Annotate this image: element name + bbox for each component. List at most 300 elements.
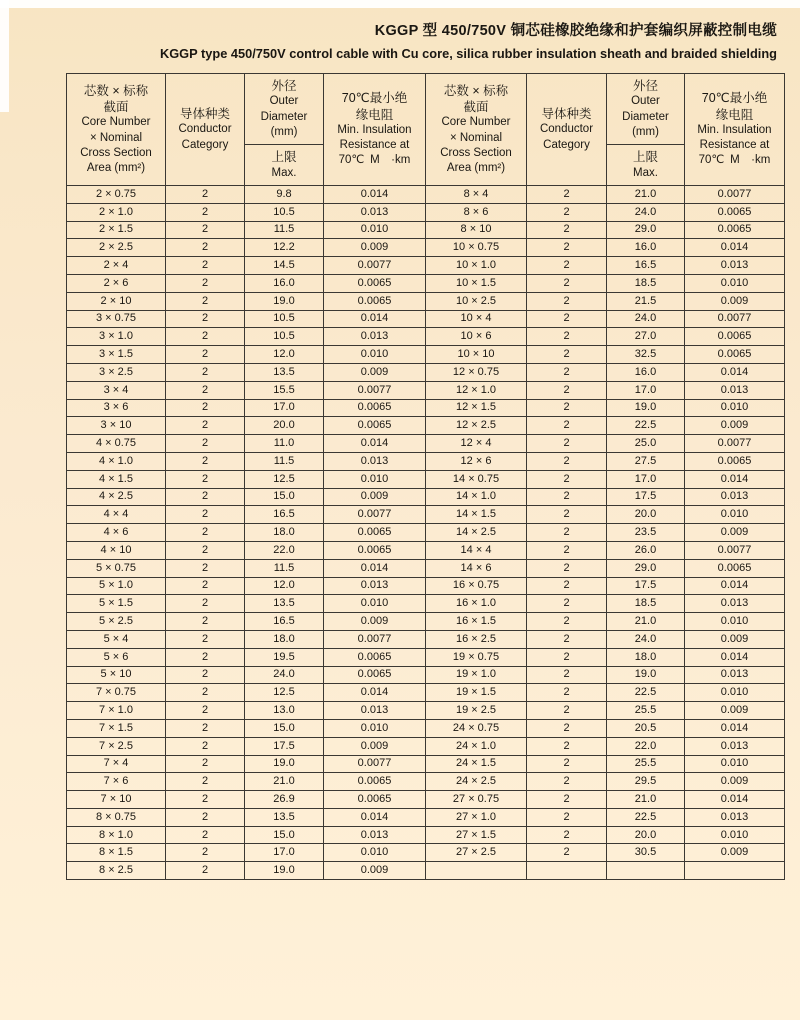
table-cell (607, 862, 685, 880)
table-cell: 0.009 (685, 844, 785, 862)
table-row (67, 737, 785, 755)
table-cell: 17.5 (245, 737, 324, 755)
table-cell: 16.5 (245, 506, 324, 524)
table-cell: 0.014 (685, 791, 785, 809)
table-cell: 2 (166, 773, 245, 791)
table-cell: 24 × 1.5 (426, 755, 527, 773)
table-row (67, 844, 785, 862)
table-cell: 21.0 (607, 186, 685, 204)
table-cell: 0.014 (685, 577, 785, 595)
table-cell: 15.0 (245, 719, 324, 737)
table-cell: 2 (166, 399, 245, 417)
table-cell: 0.013 (324, 702, 426, 720)
table-row (67, 648, 785, 666)
table-cell: 12.5 (245, 684, 324, 702)
table-cell: 0.010 (324, 346, 426, 364)
table-row (67, 541, 785, 559)
table-cell: 0.009 (324, 488, 426, 506)
table-cell: 2 (527, 737, 607, 755)
table-cell (685, 862, 785, 880)
table-cell: 4 × 2.5 (67, 488, 166, 506)
table-cell: 0.014 (324, 559, 426, 577)
table-cell: 2 (527, 808, 607, 826)
table-cell: 12.5 (245, 470, 324, 488)
table-cell: 2 (527, 239, 607, 257)
table-row (67, 559, 785, 577)
table-row (67, 435, 785, 453)
table-cell: 0.010 (324, 221, 426, 239)
table-cell: 0.0065 (685, 559, 785, 577)
table-cell: 3 × 10 (67, 417, 166, 435)
table-row (67, 719, 785, 737)
table-cell: 3 × 0.75 (67, 310, 166, 328)
table-cell: 10.5 (245, 310, 324, 328)
table-header (67, 74, 785, 186)
header-max-limit-left: 上限 Max. (245, 145, 324, 186)
table-cell: 14 × 1.5 (426, 506, 527, 524)
table-cell: 24 × 2.5 (426, 773, 527, 791)
table-cell: 11.5 (245, 452, 324, 470)
table-cell: 2 (527, 719, 607, 737)
table-cell: 17.0 (245, 844, 324, 862)
table-cell: 0.014 (685, 363, 785, 381)
table-cell: 7 × 0.75 (67, 684, 166, 702)
table-cell: 25.5 (607, 755, 685, 773)
table-cell: 0.0077 (685, 435, 785, 453)
table-cell: 2 (527, 630, 607, 648)
table-cell: 2 (527, 452, 607, 470)
table-cell: 0.0065 (324, 666, 426, 684)
table-cell: 27 × 1.0 (426, 808, 527, 826)
table-row (67, 257, 785, 275)
table-cell: 2 (527, 310, 607, 328)
table-cell: 2 (527, 257, 607, 275)
table-cell: 2 (166, 363, 245, 381)
table-cell: 19.0 (245, 862, 324, 880)
table-cell: 5 × 4 (67, 630, 166, 648)
table-cell: 0.010 (685, 755, 785, 773)
table-cell: 0.014 (324, 808, 426, 826)
table-row (67, 452, 785, 470)
table-cell: 2 (527, 435, 607, 453)
table-cell: 0.0077 (685, 541, 785, 559)
table-cell: 2 (527, 363, 607, 381)
table-cell: 0.010 (324, 719, 426, 737)
table-cell: 0.009 (685, 773, 785, 791)
table-cell: 0.013 (324, 826, 426, 844)
table-cell: 11.5 (245, 559, 324, 577)
table-cell: 2 (166, 630, 245, 648)
table-cell: 0.013 (685, 808, 785, 826)
scan-edge-top (0, 0, 800, 8)
table-cell: 2 (166, 292, 245, 310)
table-cell: 0.0077 (324, 381, 426, 399)
table-cell: 2 (166, 826, 245, 844)
table-row (67, 808, 785, 826)
table-cell: 2 (166, 310, 245, 328)
table-cell: 16.5 (245, 613, 324, 631)
table-cell: 16.0 (607, 239, 685, 257)
table-cell: 0.013 (324, 577, 426, 595)
table-cell: 19.0 (245, 755, 324, 773)
table-cell: 0.009 (685, 702, 785, 720)
table-cell: 29.0 (607, 221, 685, 239)
table-row (67, 702, 785, 720)
table-cell: 0.0065 (324, 773, 426, 791)
table-cell: 0.0065 (324, 292, 426, 310)
table-cell: 17.0 (607, 381, 685, 399)
table-cell: 2 × 1.0 (67, 203, 166, 221)
table-cell: 0.0065 (324, 524, 426, 542)
table-cell: 15.0 (245, 488, 324, 506)
table-cell: 9.8 (245, 186, 324, 204)
table-cell: 18.0 (245, 524, 324, 542)
table-row (67, 613, 785, 631)
table-cell: 8 × 10 (426, 221, 527, 239)
table-cell: 17.5 (607, 488, 685, 506)
table-cell: 0.014 (324, 186, 426, 204)
table-cell: 0.0065 (685, 221, 785, 239)
table-row (67, 310, 785, 328)
table-row (67, 417, 785, 435)
table-cell: 24.0 (607, 310, 685, 328)
table-cell: 2 (527, 755, 607, 773)
table-cell: 2 (166, 381, 245, 399)
table-cell: 2 (527, 844, 607, 862)
table-cell: 0.013 (685, 737, 785, 755)
table-cell: 0.013 (685, 257, 785, 275)
table-cell: 13.5 (245, 595, 324, 613)
table-cell: 2 (527, 203, 607, 221)
table-cell: 4 × 1.0 (67, 452, 166, 470)
table-cell: 14 × 2.5 (426, 524, 527, 542)
table-cell: 2 (527, 470, 607, 488)
table-cell: 24.0 (245, 666, 324, 684)
table-row (67, 773, 785, 791)
table-row (67, 363, 785, 381)
table-cell: 2 (166, 506, 245, 524)
table-cell: 27.5 (607, 452, 685, 470)
table-cell: 2 × 10 (67, 292, 166, 310)
table-row (67, 666, 785, 684)
table-row (67, 755, 785, 773)
table-cell: 10 × 4 (426, 310, 527, 328)
table-cell: 2 (527, 773, 607, 791)
table-cell: 11.0 (245, 435, 324, 453)
table-cell: 2 (527, 613, 607, 631)
table-cell: 2 (166, 328, 245, 346)
table-cell: 10 × 10 (426, 346, 527, 364)
table-cell: 2 (166, 808, 245, 826)
table-cell: 20.0 (607, 826, 685, 844)
table-cell: 7 × 2.5 (67, 737, 166, 755)
table-cell: 14 × 1.0 (426, 488, 527, 506)
table-cell: 2 (166, 559, 245, 577)
table-cell: 2 (166, 666, 245, 684)
table-cell: 2 (166, 862, 245, 880)
table-cell: 20.5 (607, 719, 685, 737)
table-cell: 2 (527, 221, 607, 239)
table-cell: 7 × 10 (67, 791, 166, 809)
table-cell: 2 (166, 524, 245, 542)
table-cell: 23.5 (607, 524, 685, 542)
table-cell: 13.5 (245, 363, 324, 381)
table-cell: 0.013 (324, 452, 426, 470)
table-cell: 24 × 0.75 (426, 719, 527, 737)
page-title-english: KGGP type 450/750V control cable with Cu core, silica rubber insulation sheath and braided shielding (159, 46, 777, 61)
table-cell: 4 × 10 (67, 541, 166, 559)
table-cell: 21.0 (245, 773, 324, 791)
table-cell: 10.5 (245, 203, 324, 221)
table-cell: 12 × 4 (426, 435, 527, 453)
table-cell: 0.0065 (324, 791, 426, 809)
table-row (67, 221, 785, 239)
table-cell: 16 × 1.0 (426, 595, 527, 613)
table-cell: 5 × 2.5 (67, 613, 166, 631)
table-cell: 22.5 (607, 808, 685, 826)
table-row (67, 630, 785, 648)
table-cell: 2 (166, 684, 245, 702)
table-cell: 0.014 (685, 719, 785, 737)
table-cell: 0.013 (685, 595, 785, 613)
table-cell: 0.013 (324, 328, 426, 346)
table-row (67, 274, 785, 292)
table-cell: 19.0 (607, 399, 685, 417)
table-cell: 2 (166, 452, 245, 470)
table-cell: 0.014 (685, 648, 785, 666)
table-cell: 24 × 1.0 (426, 737, 527, 755)
table-cell: 24.0 (607, 203, 685, 221)
table-cell: 29.5 (607, 773, 685, 791)
table-cell: 5 × 6 (67, 648, 166, 666)
table-cell: 0.013 (685, 381, 785, 399)
table-cell: 0.0065 (685, 328, 785, 346)
table-cell: 0.010 (685, 826, 785, 844)
table-cell: 14 × 0.75 (426, 470, 527, 488)
table-cell: 14 × 4 (426, 541, 527, 559)
table-cell: 27 × 0.75 (426, 791, 527, 809)
page-title-chinese: KGGP 型 450/750V 铜芯硅橡胶绝缘和护套编织屏蔽控制电缆 (374, 23, 777, 39)
table-cell: 2 (166, 435, 245, 453)
table-cell: 27.0 (607, 328, 685, 346)
header-core-number-left: 芯数 × 标称 截面 Core Number × Nominal Cross Section Area (mm²) (67, 74, 166, 186)
table-cell: 2 (166, 257, 245, 275)
header-outer-diameter-right: 外径 Outer Diameter (mm) (607, 74, 685, 145)
table-row (67, 506, 785, 524)
table-cell: 5 × 10 (67, 666, 166, 684)
table-cell: 0.0065 (324, 648, 426, 666)
table-cell: 10.5 (245, 328, 324, 346)
table-cell: 32.5 (607, 346, 685, 364)
table-cell: 0.010 (685, 506, 785, 524)
table-cell: 2 (166, 648, 245, 666)
table-cell: 0.009 (324, 862, 426, 880)
table-row (67, 826, 785, 844)
table-cell: 11.5 (245, 221, 324, 239)
table-cell: 0.009 (324, 613, 426, 631)
table-cell: 25.5 (607, 702, 685, 720)
table-cell: 0.0077 (324, 630, 426, 648)
table-row (67, 862, 785, 880)
table-cell: 2 (527, 186, 607, 204)
table-cell: 2 × 6 (67, 274, 166, 292)
table-cell: 2 (527, 524, 607, 542)
table-row (67, 239, 785, 257)
table-cell: 12.0 (245, 577, 324, 595)
table-row (67, 186, 785, 204)
table-cell: 2 (166, 541, 245, 559)
table-cell: 2 (166, 488, 245, 506)
table-cell: 13.0 (245, 702, 324, 720)
table-cell: 20.0 (245, 417, 324, 435)
table-cell: 8 × 1.0 (67, 826, 166, 844)
table-cell: 8 × 2.5 (67, 862, 166, 880)
table-cell: 2 (527, 328, 607, 346)
table-cell: 16.0 (245, 274, 324, 292)
table-cell: 18.0 (245, 630, 324, 648)
table-cell: 0.009 (685, 630, 785, 648)
table-cell: 0.014 (324, 435, 426, 453)
table-cell: 2 (527, 826, 607, 844)
table-row (67, 470, 785, 488)
table-row (67, 399, 785, 417)
table-cell: 5 × 1.0 (67, 577, 166, 595)
table-cell: 7 × 6 (67, 773, 166, 791)
table-row (67, 328, 785, 346)
table-cell: 4 × 6 (67, 524, 166, 542)
table-row (67, 381, 785, 399)
table-cell: 0.010 (685, 684, 785, 702)
table-cell: 24.0 (607, 630, 685, 648)
table-cell: 12.0 (245, 346, 324, 364)
table-cell: 17.5 (607, 577, 685, 595)
table-row (67, 203, 785, 221)
table-cell: 2 (527, 506, 607, 524)
table-cell: 2 (527, 702, 607, 720)
table-cell: 0.0065 (685, 346, 785, 364)
table-cell: 10 × 1.0 (426, 257, 527, 275)
table-cell: 0.009 (685, 417, 785, 435)
table-cell: 2 (166, 755, 245, 773)
header-insulation-resistance-right: 70℃最小绝 缘电阻 Min. Insulation Resistance at 70℃ M ·km (685, 74, 785, 186)
table-cell: 0.0065 (324, 399, 426, 417)
table-cell: 2 × 0.75 (67, 186, 166, 204)
table-cell: 0.013 (685, 488, 785, 506)
table-cell: 16.5 (607, 257, 685, 275)
table-cell: 30.5 (607, 844, 685, 862)
table-cell: 19 × 1.0 (426, 666, 527, 684)
table-cell: 20.0 (607, 506, 685, 524)
table-cell: 12.2 (245, 239, 324, 257)
table-cell: 2 (527, 559, 607, 577)
table-cell: 0.0077 (685, 186, 785, 204)
table-row (67, 292, 785, 310)
table-row (67, 346, 785, 364)
table-cell: 22.0 (245, 541, 324, 559)
header-conductor-category-right: 导体种类 Conductor Category (527, 74, 607, 186)
table-cell: 3 × 1.0 (67, 328, 166, 346)
table-cell: 3 × 1.5 (67, 346, 166, 364)
table-cell: 7 × 1.0 (67, 702, 166, 720)
table-cell: 19 × 2.5 (426, 702, 527, 720)
table-cell: 14 × 6 (426, 559, 527, 577)
table-cell: 12 × 1.5 (426, 399, 527, 417)
table-cell: 7 × 4 (67, 755, 166, 773)
table-cell: 2 (166, 221, 245, 239)
table-cell: 16 × 0.75 (426, 577, 527, 595)
header-core-number-right: 芯数 × 标称 截面 Core Number × Nominal Cross Section Area (mm²) (426, 74, 527, 186)
cable-spec-table (66, 73, 785, 880)
table-cell: 27 × 2.5 (426, 844, 527, 862)
table-cell: 12 × 0.75 (426, 363, 527, 381)
table-cell: 12 × 6 (426, 452, 527, 470)
table-cell: 2 (527, 595, 607, 613)
table-cell: 17.0 (245, 399, 324, 417)
table-cell: 19 × 1.5 (426, 684, 527, 702)
table-cell: 15.0 (245, 826, 324, 844)
table-cell: 2 (527, 666, 607, 684)
table-row (67, 791, 785, 809)
table-cell: 8 × 0.75 (67, 808, 166, 826)
table-cell: 2 (166, 203, 245, 221)
table-cell: 5 × 1.5 (67, 595, 166, 613)
table-cell (426, 862, 527, 880)
table-cell: 16.0 (607, 363, 685, 381)
table-cell: 13.5 (245, 808, 324, 826)
table-cell: 0.009 (324, 737, 426, 755)
table-cell: 2 (166, 595, 245, 613)
table-cell: 0.010 (685, 399, 785, 417)
table-body (67, 186, 785, 880)
table-cell: 12 × 1.0 (426, 381, 527, 399)
table-cell: 10 × 0.75 (426, 239, 527, 257)
table-cell: 4 × 1.5 (67, 470, 166, 488)
table-cell: 0.009 (324, 363, 426, 381)
table-cell: 0.0077 (324, 257, 426, 275)
table-cell (527, 862, 607, 880)
table-cell: 2 (166, 186, 245, 204)
header-conductor-category-left: 导体种类 Conductor Category (166, 74, 245, 186)
table-cell: 18.5 (607, 595, 685, 613)
scan-edge-left (0, 0, 9, 112)
table-cell: 27 × 1.5 (426, 826, 527, 844)
table-cell: 17.0 (607, 470, 685, 488)
table-cell: 2 (166, 239, 245, 257)
table-cell: 2 (527, 381, 607, 399)
table-cell: 0.0065 (324, 274, 426, 292)
table-cell: 14.5 (245, 257, 324, 275)
table-cell: 4 × 4 (67, 506, 166, 524)
table-cell: 0.010 (324, 844, 426, 862)
table-cell: 2 (527, 648, 607, 666)
table-cell: 21.0 (607, 613, 685, 631)
table-cell: 0.013 (685, 666, 785, 684)
table-cell: 2 (527, 274, 607, 292)
table-cell: 0.010 (685, 274, 785, 292)
table-cell: 2 (166, 577, 245, 595)
table-cell: 10 × 6 (426, 328, 527, 346)
table-cell: 3 × 4 (67, 381, 166, 399)
table-row (67, 577, 785, 595)
table-cell: 2 (166, 737, 245, 755)
table-cell: 0.0065 (685, 203, 785, 221)
table-cell: 2 × 1.5 (67, 221, 166, 239)
table-cell: 18.5 (607, 274, 685, 292)
table-cell: 2 × 4 (67, 257, 166, 275)
table-cell: 25.0 (607, 435, 685, 453)
table-cell: 10 × 1.5 (426, 274, 527, 292)
table-cell: 2 (166, 844, 245, 862)
